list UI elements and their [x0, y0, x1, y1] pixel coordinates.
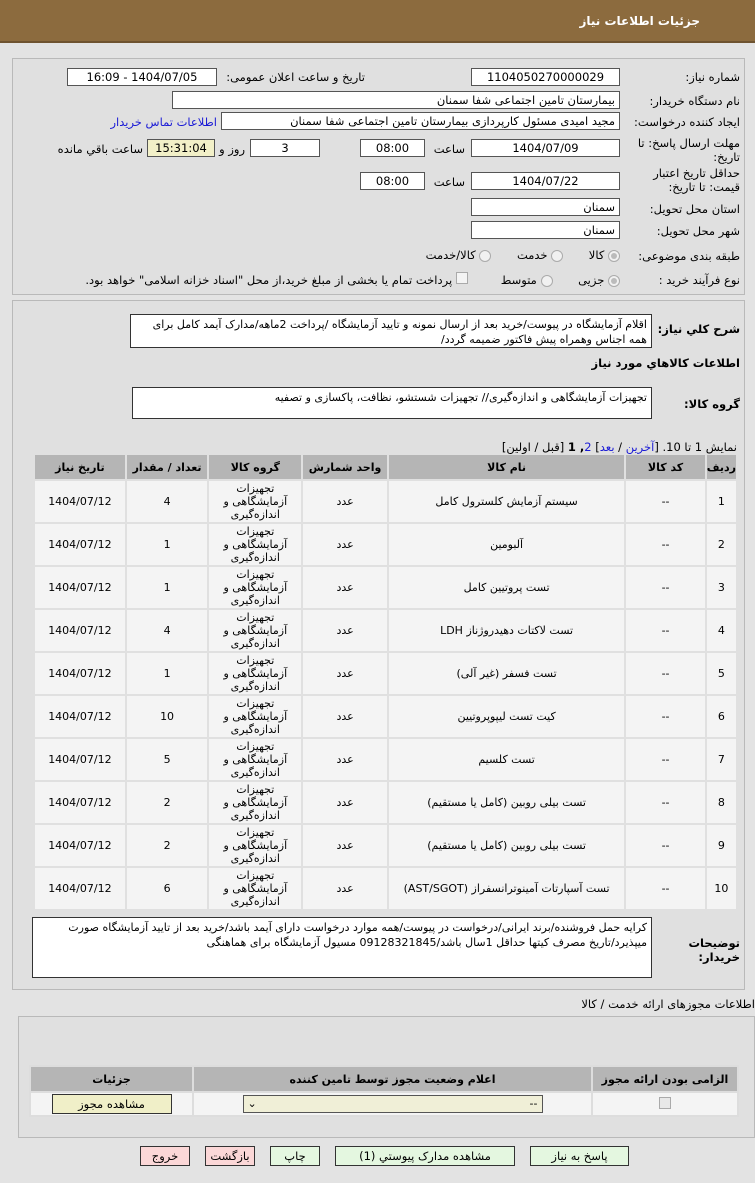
- cell-need-date: 1404/07/12: [35, 610, 125, 651]
- table-row: [35, 653, 736, 694]
- need-number-field[interactable]: 1104050270000029: [471, 68, 620, 86]
- cell-unit: عدد: [303, 696, 387, 737]
- cell-goods-code: --: [626, 610, 704, 651]
- cell-quantity: 4: [127, 481, 208, 522]
- attachments-button[interactable]: مشاهده مدارک پیوستي (1): [335, 1146, 515, 1166]
- announce-field[interactable]: 1404/07/05 - 16:09: [67, 68, 217, 86]
- cell-quantity: 6: [127, 868, 208, 909]
- deadline-label: مهلت ارسال پاسخ: تا تاریخ:: [637, 136, 740, 164]
- radio-medium[interactable]: [541, 275, 553, 287]
- cell-unit: عدد: [303, 481, 387, 522]
- cell-goods-group: تجهیزات آزمایشگاهی و اندازه‌گیری: [209, 653, 301, 694]
- back-button[interactable]: بازگشت: [205, 1146, 255, 1166]
- cell-row-index: 6: [707, 696, 736, 737]
- validity-time-field[interactable]: 08:00: [360, 172, 425, 190]
- deadline-time-label: ساعت: [433, 142, 465, 156]
- cell-goods-code: --: [626, 653, 704, 694]
- process-radio-group: [85, 272, 620, 287]
- validity-time-label: ساعت: [433, 175, 465, 189]
- cell-need-date: 1404/07/12: [35, 825, 125, 866]
- category-label: طبقه بندی موضوعی:: [638, 249, 740, 263]
- col-need-date: تاریخ نیاز: [35, 455, 125, 479]
- cell-goods-code: --: [626, 868, 704, 909]
- view-license-button[interactable]: مشاهده مجوز: [52, 1094, 172, 1114]
- cell-goods-name: تست آسپارتات آمینوترانسفراز (AST/SGOT): [389, 868, 624, 909]
- cell-need-date: 1404/07/12: [35, 481, 125, 522]
- pagination-next[interactable]: بعد: [599, 440, 615, 454]
- table-row: [35, 782, 736, 823]
- radio-minor-label: جزیی: [578, 273, 605, 287]
- validity-date-field[interactable]: 1404/07/22: [471, 172, 620, 190]
- cell-quantity: 1: [127, 653, 208, 694]
- pagination-comma: ,: [579, 440, 585, 454]
- radio-minor[interactable]: [608, 275, 620, 287]
- cell-unit: عدد: [303, 524, 387, 565]
- days-remaining-field[interactable]: 3: [250, 139, 320, 157]
- cell-row-index: 1: [707, 481, 736, 522]
- need-number-label: شماره نیاز:: [685, 70, 740, 84]
- category-radio-group: [426, 248, 620, 262]
- cell-goods-group: تجهیزات آزمایشگاهی و اندازه‌گیری: [209, 696, 301, 737]
- process-label: نوع فرآیند خرید :: [658, 273, 740, 287]
- description-label: شرح کلي نياز:: [657, 322, 740, 336]
- col-goods-code: کد کالا: [626, 455, 704, 479]
- cell-goods-group: تجهیزات آزمایشگاهی و اندازه‌گیری: [209, 610, 301, 651]
- radio-service-label: خدمت: [516, 248, 548, 262]
- licenses-table: [29, 1065, 739, 1117]
- cell-unit: عدد: [303, 653, 387, 694]
- description-textarea[interactable]: اقلام آزمایشگاه در پیوست/خرید بعد از ارسال نمونه و تایید آزمایشگاه /پرداخت 2ماهه/مدارک آیمد کامل برای همه اجناس وهمراه پیش فاکتور ضمیمه گردد/: [130, 314, 652, 348]
- cell-row-index: 4: [707, 610, 736, 651]
- mandatory-checkbox: [659, 1097, 671, 1109]
- treasury-checkbox[interactable]: [456, 272, 468, 284]
- pagination: [502, 440, 737, 454]
- license-status-select[interactable]: [243, 1095, 543, 1113]
- cell-need-date: 1404/07/12: [35, 653, 125, 694]
- table-row: [35, 825, 736, 866]
- goods-section-title: اطلاعات كالاهاي مورد نياز: [591, 356, 740, 370]
- pagination-mid: ]: [591, 440, 600, 454]
- cell-goods-code: --: [626, 567, 704, 608]
- cell-quantity: 2: [127, 825, 208, 866]
- cell-goods-code: --: [626, 481, 704, 522]
- cell-goods-group: تجهیزات آزمایشگاهی و اندازه‌گیری: [209, 739, 301, 780]
- cell-goods-group: تجهیزات آزمایشگاهی و اندازه‌گیری: [209, 567, 301, 608]
- buyer-org-field[interactable]: بیمارستان تامین اجتماعی شفا سمنان: [172, 91, 620, 109]
- buyer-contact-link[interactable]: اطلاعات تماس خریدار: [110, 115, 217, 129]
- cell-goods-code: --: [626, 825, 704, 866]
- table-row: [35, 524, 736, 565]
- page-header: [0, 0, 755, 43]
- cell-goods-name: کیت تست لیپوپروتیین: [389, 696, 624, 737]
- cell-goods-group: تجهیزات آزمایشگاهی و اندازه‌گیری: [209, 481, 301, 522]
- col-row-index: ردیف: [707, 455, 736, 479]
- cell-need-date: 1404/07/12: [35, 524, 125, 565]
- table-row: [35, 696, 736, 737]
- cell-goods-name: تست فسفر (غیر آلی): [389, 653, 624, 694]
- goods-group-label: گروه کالا:: [684, 397, 740, 411]
- cell-goods-name: تست کلسیم: [389, 739, 624, 780]
- announce-label: تاریخ و ساعت اعلان عمومی:: [226, 70, 365, 84]
- chevron-down-icon: ⌄: [247, 1097, 257, 1110]
- remaining-time-field: 15:31:04: [147, 139, 215, 157]
- cell-goods-code: --: [626, 782, 704, 823]
- print-button[interactable]: چاپ: [270, 1146, 320, 1166]
- province-field[interactable]: سمنان: [471, 198, 620, 216]
- cell-unit: عدد: [303, 782, 387, 823]
- pagination-suffix: [قبل / اولین]: [501, 440, 568, 454]
- cell-goods-name: تست بیلی روبین (کامل یا مستقیم): [389, 782, 624, 823]
- cell-need-date: 1404/07/12: [35, 739, 125, 780]
- col-status: اعلام وضعیت مجوز توسط تامین کننده: [194, 1067, 591, 1091]
- cell-goods-name: سیستم آزمایش کلسترول کامل: [389, 481, 624, 522]
- cell-goods-code: --: [626, 524, 704, 565]
- cell-need-date: 1404/07/12: [35, 696, 125, 737]
- col-goods-name: نام کالا: [389, 455, 624, 479]
- province-label: استان محل تحویل:: [649, 202, 740, 216]
- select-value: --: [529, 1097, 538, 1110]
- treasury-note: پرداخت تمام یا بخشی از مبلغ خرید،از محل "اسناد خزانه اسلامی" خواهد بود.: [85, 273, 453, 287]
- cell-goods-group: تجهیزات آزمایشگاهی و اندازه‌گیری: [209, 524, 301, 565]
- pagination-prefix: نمایش 1 تا 10. [: [654, 440, 737, 454]
- reply-button[interactable]: پاسخ به نیاز: [530, 1146, 629, 1166]
- radio-medium-label: متوسط: [500, 273, 537, 287]
- table-row: [35, 739, 736, 780]
- cell-need-date: 1404/07/12: [35, 868, 125, 909]
- table-row: [35, 481, 736, 522]
- city-field[interactable]: سمنان: [471, 221, 620, 239]
- table-row: [35, 610, 736, 651]
- buyer-notes-textarea[interactable]: کرایه حمل فروشنده/برند ایرانی/درخواست در پیوست/همه موارد درخواست دارای آیمد باشد/خرید بعد از تایید آزمایشگاه صورت میپذیرد/تاریخ مصرف کیتها حداقل 1سال باشد/09128321845 مسیول آزمایشگاه برای هماهنگی: [32, 917, 652, 978]
- validity-label: حداقل تاریخ اعتبار قیمت: تا تاریخ:: [653, 166, 740, 194]
- cell-goods-group: تجهیزات آزمایشگاهی و اندازه‌گیری: [209, 782, 301, 823]
- cell-need-date: 1404/07/12: [35, 567, 125, 608]
- cell-quantity: 2: [127, 782, 208, 823]
- cell-quantity: 1: [127, 524, 208, 565]
- cell-goods-name: آلبومین: [389, 524, 624, 565]
- pagination-page-2[interactable]: 2: [584, 440, 592, 454]
- city-label: شهر محل تحویل:: [656, 224, 740, 238]
- pagination-last[interactable]: آخرین: [625, 440, 655, 454]
- goods-table: [33, 453, 738, 911]
- cell-quantity: 4: [127, 610, 208, 651]
- exit-button[interactable]: خروج: [140, 1146, 190, 1166]
- licenses-title: اطلاعات مجوزهای ارائه خدمت / کالا: [581, 997, 755, 1011]
- table-row: [35, 567, 736, 608]
- cell-need-date: 1404/07/12: [35, 782, 125, 823]
- col-details: جزئیات: [31, 1067, 192, 1091]
- cell-row-index: 7: [707, 739, 736, 780]
- cell-unit: عدد: [303, 610, 387, 651]
- goods-group-textarea[interactable]: تجهیزات آزمایشگاهی و اندازه‌گیری// تجهیزات شستشو، نظافت، پاکسازی و تصفیه: [132, 387, 652, 419]
- radio-goods-service[interactable]: [479, 250, 491, 262]
- radio-goods-label: کالا: [588, 248, 605, 262]
- days-label: روز و: [219, 142, 245, 156]
- cell-row-index: 8: [707, 782, 736, 823]
- cell-quantity: 1: [127, 567, 208, 608]
- radio-goods[interactable]: [608, 250, 620, 262]
- cell-row-index: 9: [707, 825, 736, 866]
- col-unit: واحد شمارش: [303, 455, 387, 479]
- deadline-time-field[interactable]: 08:00: [360, 139, 425, 157]
- cell-unit: عدد: [303, 567, 387, 608]
- creator-field[interactable]: مجید امیدی مسئول کارپردازی بیمارستان تامین اجتماعی شفا سمنان: [221, 112, 620, 130]
- table-row: [35, 868, 736, 909]
- cell-row-index: 2: [707, 524, 736, 565]
- pagination-page-1: 1: [567, 440, 580, 454]
- cell-quantity: 10: [127, 696, 208, 737]
- cell-goods-code: --: [626, 696, 704, 737]
- buyer-notes-label: توضیحات خریدار:: [688, 936, 740, 964]
- cell-unit: عدد: [303, 868, 387, 909]
- cell-quantity: 5: [127, 739, 208, 780]
- cell-goods-name: تست بیلی روبین (کامل یا مستقیم): [389, 825, 624, 866]
- buyer-org-label: نام دستگاه خریدار:: [649, 94, 740, 108]
- cell-goods-name: تست پروتیین کامل: [389, 567, 624, 608]
- cell-goods-code: --: [626, 739, 704, 780]
- col-goods-group: گروه کالا: [209, 455, 301, 479]
- cell-row-index: 3: [707, 567, 736, 608]
- cell-goods-group: تجهیزات آزمایشگاهی و اندازه‌گیری: [209, 825, 301, 866]
- radio-goods-service-label: کالا/خدمت: [425, 248, 476, 262]
- cell-row-index: 5: [707, 653, 736, 694]
- cell-unit: عدد: [303, 825, 387, 866]
- cell-goods-name: تست لاکتات دهیدروژناز LDH: [389, 610, 624, 651]
- deadline-date-field[interactable]: 1404/07/09: [471, 139, 620, 157]
- cell-goods-group: تجهیزات آزمایشگاهی و اندازه‌گیری: [209, 868, 301, 909]
- page-title: جزئیات اطلاعات نیاز: [579, 14, 700, 28]
- pagination-sep: /: [614, 440, 626, 454]
- col-mandatory: الزامی بودن ارائه مجوز: [593, 1067, 737, 1091]
- remaining-label: ساعت باقي مانده: [57, 142, 143, 156]
- col-quantity: تعداد / مقدار: [127, 455, 208, 479]
- radio-service[interactable]: [551, 250, 563, 262]
- cell-unit: عدد: [303, 739, 387, 780]
- cell-row-index: 10: [707, 868, 736, 909]
- creator-label: ایجاد کننده درخواست:: [634, 115, 740, 129]
